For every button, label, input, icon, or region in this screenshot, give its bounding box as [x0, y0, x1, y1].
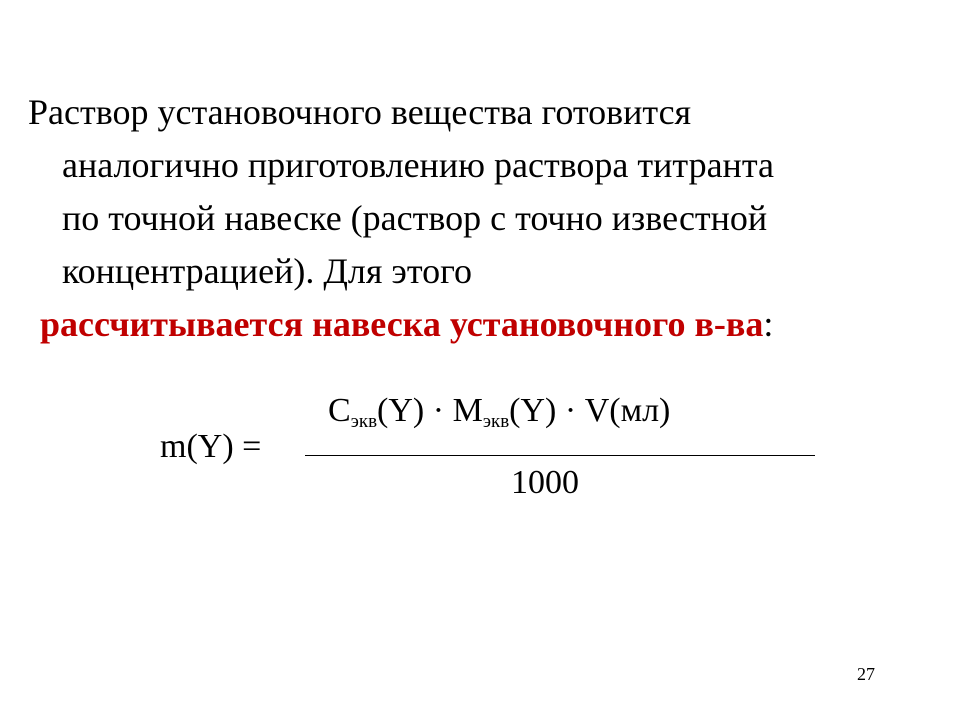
paragraph-line-3: по точной навеске (раствор с точно известной — [62, 198, 768, 238]
formula-numerator — [328, 392, 670, 430]
paragraph-line-2: аналогично приготовлению раствора титранта — [62, 145, 774, 185]
c-subscript: экв — [350, 411, 378, 432]
paragraph-line-1: Раствор установочного вещества готовится — [28, 92, 692, 132]
formula-lhs: m(Y) = — [160, 428, 262, 465]
colon: : — [763, 304, 774, 344]
highlighted-phrase: рассчитывается навеска установочного в-ва — [40, 304, 764, 344]
page-number: 27 — [857, 664, 875, 684]
fraction-bar — [305, 455, 815, 456]
c-symbol: C — [328, 392, 351, 429]
m-argument: (Y) · V(мл) — [509, 392, 671, 429]
formula-denominator: 1000 — [511, 464, 579, 501]
paragraph-line-4: концентрацией). Для этого — [62, 251, 473, 291]
m-subscript: экв — [482, 411, 510, 432]
c-argument: (Y) · — [377, 392, 453, 429]
paragraph-line-5 — [28, 298, 908, 351]
m-symbol: M — [452, 392, 483, 429]
body-paragraph — [28, 86, 908, 351]
